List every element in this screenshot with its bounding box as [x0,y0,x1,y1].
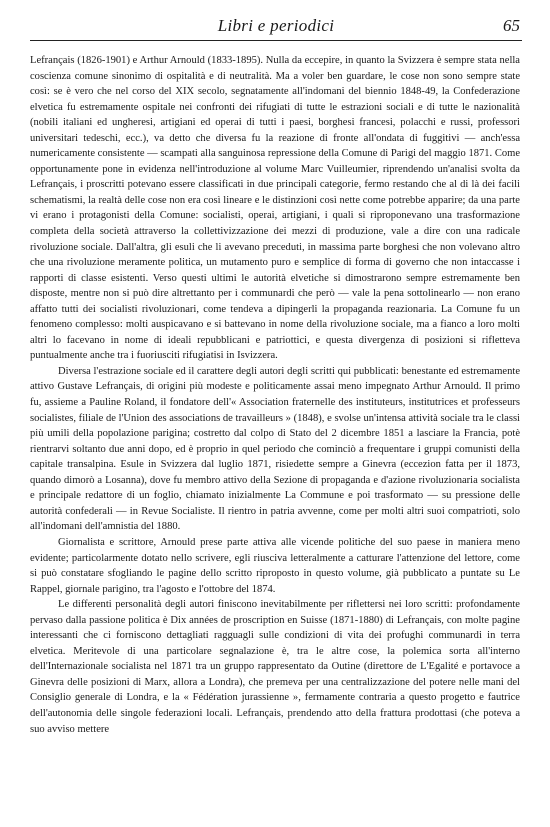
paragraph-2: Diversa l'estrazione sociale ed il carattere degli autori degli scritti qui pubblicati: benestante ed estremamente attivo Gustave Lefrançais, di origini più modeste e politicamente assai meno impegnato Arthur Arnould. Il primo fu, assieme a Pauline Roland, il fondatore dell'« Association fraternelle des instituteurs, institutrices et professeurs socialistes, filiale de l'Union des associations de travailleurs » (1848), e svolse un'intensa attività sociale tra le classi più umili della popolazione parigina; costretto dal colpo di Stato del 2 dicembre 1851 a lasciare la Francia, potè rientrarvi soltanto due anni dopo, ed è proprio in quel periodo che cominciò a frequentare i gruppi comunisti della capitale transalpina. Esule in Svizzera dal luglio 1871, risiedette sempre a Ginevra (eccezion fatta per il 1873, quando dimorò a Losanna), dove fu membro attivo della Sezione di propaganda e d'azione rivoluzionaria socialista e principale redattore di un foglio, chiamato inizialmente La Commune e poi trasformato — su pressione delle autorità confederali — in Revue Socialiste. Il rientro in patria avvenne, come per molti altri suoi compatrioti, solo all'indomani dell'amnistia del 1880. [30,365,520,533]
body-text [30,53,520,737]
paragraph-4: Le differenti personalità degli autori finiscono inevitabilmente per riflettersi nei loro scritti: profondamente pervaso dalla passione politica è Dix années de proscription en Suisse (1871-1880) di Lefrançais, con molte pagine interessanti che ci forniscono dettagliati ragguagli sulle condizioni di vita dei profughi communardi in terra elvetica. Meritevole di una particolare segnalazione è, tra le altre cose, la polemica sorta all'interno dell'Internazionale socialista nel 1871 tra un gruppo rappresentato da Outine (direttore de L'Egalité e portavoce a Ginevra delle posizioni di Marx, allora a Londra), che premeva per una centralizzazione del potere nelle mani del Consiglio generale di Londra, e la « Fédération jurassienne », fermamente contraria a questo progetto e fautrice dell'autonomia delle singole federazioni locali. Lefrançais, prendendo atto della frattura prodottasi (che poteva a suo avviso mettere [30,599,520,735]
running-title: Libri e periodici [217,16,335,35]
page-header [30,14,522,41]
paragraph-1: Lefrançais (1826-1901) e Arthur Arnould (1833-1895). Nulla da eccepire, in quanto la Svizzera è sempre stata nella coscienza comune sinonimo di ospitalità e di neutralità. Ma a voler ben guardare, le cose non sono sempre state così: se è vero che nel corso del XIX secolo, segnatamente all'indomani del biennio 1848-49, la Confederazione elvetica fu estremamente ospitale nei confronti dei rifugiati di tutte le estrazioni sociali e di tutte le nazionalità (nobili italiani ed ungheresi, artigiani ed operai di tutti i paesi, borghesi francesi, polacchi e russi, professori universitari tedeschi, ecc.), va detto che diversa fu la reazione di fronte all'ondata di fuggitivi — anch'essa numericamente consistente — scampati alla sanguinosa repressione della Comune di Parigi del maggio 1871. Come opportunamente pone in evidenza nell'introduzione al volume Marc Vuilleumier, riprendendo un'analisi svolta da Lefrançais, i proscritti potevano essere classificati in due principali categorie, fermo restando che al di là dei facili schematismi, la realtà delle cose non era così lineare e le distinzioni così nette come potrebbe apparire; da una parte vi erano i protagonisti della Comune: socialisti, operai, artigiani, i quali si riproponevano una trasformazione completa della società attraverso la collettivizzazione dei mezzi di produzione, vale a dire con una radicale rivoluzione sociale. Dall'altra, gli esuli che li avevano preceduti, in massima parte borghesi che non volevano altro che una rivoluzione meramente politica, un mutamento puro e semplice di forma di governo che non intaccasse i rapporti di classe esistenti. Verso questi ultimi le autorità elvetiche si dimostrarono sempre estremamente ben disposte, mentre non si può dire altrettanto per i communardi che però — vale la pena sottolinearlo — non erano affatto tutti dei socialisti rivoluzionari, come tendeva a dipingerli la propaganda reazionaria. La Comune fu un fenomeno complesso: molti auspicavano e si battevano in nome della rivoluzione sociale, ma a fianco a loro molti altri lo facevano in nome di ideali repubblicani e patriottici, e questa divergenza di posizioni si rifletteva puntualmente anche tra i fuoriusciti rifugiatisi in Isvizzera. [30,55,521,362]
paragraph-3: Giornalista e scrittore, Arnould prese parte attiva alle vicende politiche del suo paese in maniera meno evidente; particolarmente dotato nello scrivere, egli riusciva letteralmente a catturare l'attenzione del lettore, come si può constatare sfogliando le pagine dello scritto riproposto in questo volume, già pubblicato a puntate su Le Rappel, giornale parigino, tra l'agosto e l'ottobre del 1874. [30,536,520,595]
page-number: 65 [503,16,520,35]
